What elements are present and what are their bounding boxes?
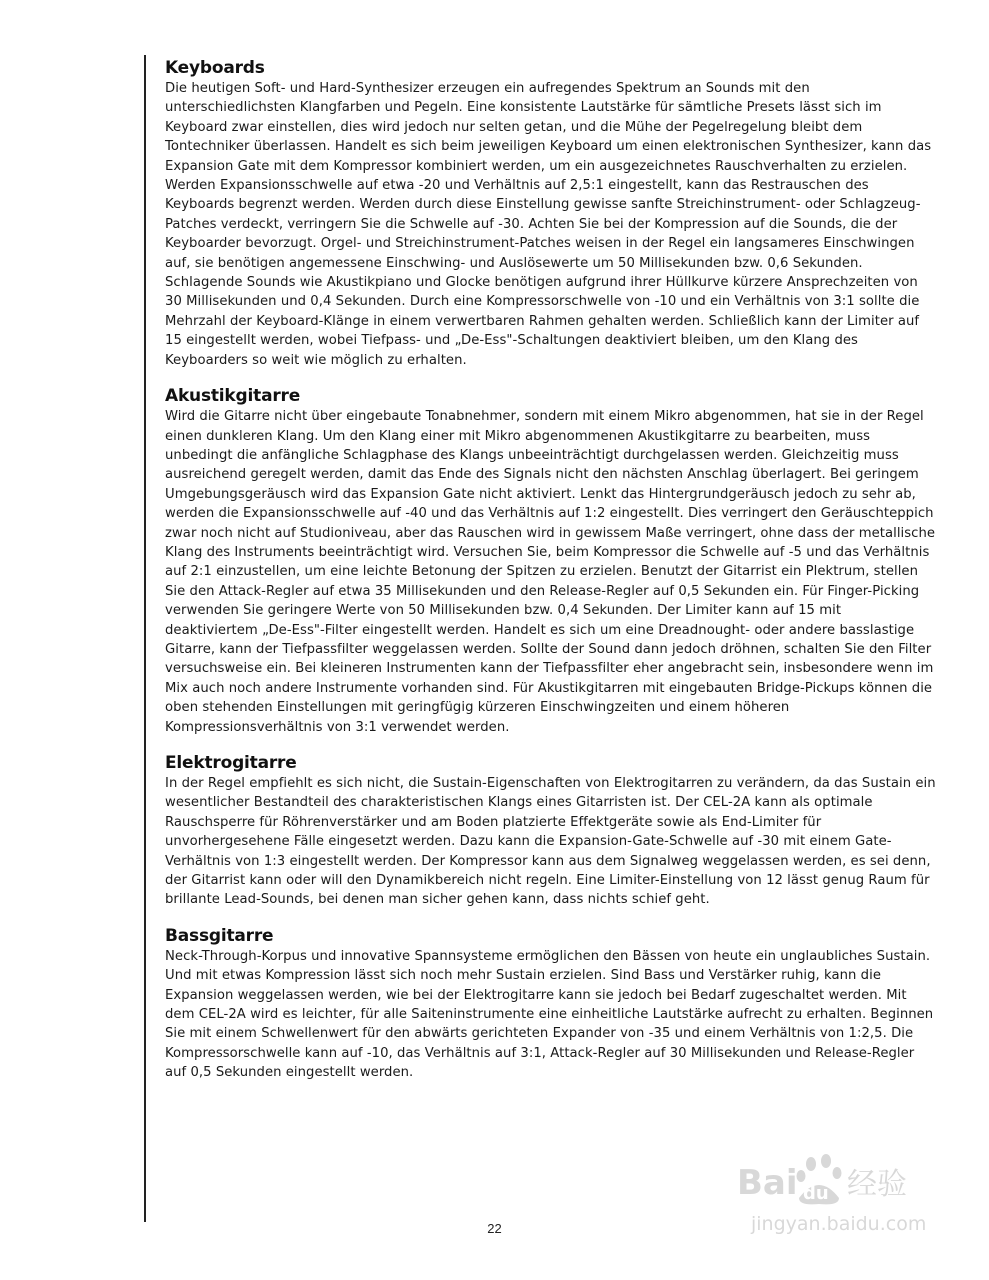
paw-logo-icon [729,1150,929,1240]
section-elektrogitarre [165,753,937,910]
section-title: Keyboards [165,58,265,78]
section-bassgitarre [165,926,937,1083]
section-title: Elektrogitarre [165,753,297,773]
document-content [165,58,937,1099]
section-title: Akustikgitarre [165,386,301,407]
section-keyboards [165,58,937,370]
section-body: Wird die Gitarre nicht über eingebaute Tonabnehmer, sondern mit einem Mikro abgenommen, hat sie in der Regel einen dunkleren Klang. Um den Klang einer mit Mikro abgenommenen Akustikgitarre zu bearbeiten, muss unbedingt die anfängliche Schlagphase des Klangs unbeeinträchtigt durchgelassen werden. Gleichzeitig muss ausreichend geregelt werden, damit das Ende des Signals nicht den nächsten Anschlag überlagert. Bei geringem Umgebungsgeräusch wird das Expansion Gate nicht aktiviert. Lenkt das Hintergrundgeräusch jedoch zu sehr ab, werden die Expansionsschwelle auf -40 und das Verhältnis auf 1:2 eingestellt. Dies verringert den Geräuschteppich zwar noch nicht auf Studioniveau, aber das Rauschen wird in gewissem Maße verringert, ohne dass der metallische Klang des Instruments beeinträchtigt wird. Versuchen Sie, beim Kompressor die Schwelle auf -5 und das Verhältnis auf 2:1 einzustellen, um eine leichte Betonung der Spitzen zu erzielen. Benutzt der Gitarrist ein Plektrum, stellen Sie den Attack-Regler auf etwa 35 Millisekunden und den Release-Regler auf 0,5 Sekunden ein. Für Finger-Picking verwenden Sie geringere Werte von 50 Millisekunden bzw. 0,4 Sekunden. Der Limiter kann auf 15 mit deaktiviertem „De-Ess"-Filter eingestellt werden. Handelt es sich um eine Dreadnought- oder andere basslastige Gitarre, kann der Tiefpassfilter weggelassen werden. Sollte der Sound dann jedoch dröhnen, schalten Sie den Filter versuchsweise ein. Bei kleineren Instrumenten kann der Tiefpassfilter eher angebracht sein, insbesondere wenn im Mix auch noch andere Instrumente vorhanden sind. Für Akustikgitarren mit eingebauten Bridge-Pickups können die oben stehenden Einstellungen mit geringfügig kürzeren Einschwingzeiten und einem höheren Kompressionsverhältnis von 3:1 verwendet werden. [165,409,936,735]
section-body: Neck-Through-Korpus und innovative Spannsysteme ermöglichen den Bässen von heute ein unglaubliches Sustain. Und mit etwas Kompression lässt sich noch mehr Sustain erzielen. Sind Bass und Verstärker ruhig, kann die Expansion weggelassen werden, wie bei der Elektrogitarre kann sie jedoch bei Bedarf zugeschaltet werden. Mit dem CEL-2A wird es leichter, für alle Saiteninstrumente eine einheitliche Lautstärke aufrecht zu erhalten. Beginnen Sie mit einem Schwellenwert für den abwärts gerichteten Expander von -35 und einem Verhältnis von 1:2,5. Die Kompressorschwelle kann auf -10, das Verhältnis auf 3:1, Attack-Regler auf 30 Millisekunden und Release-Regler auf 0,5 Sekunden eingestellt werden. [165,948,934,1081]
section-title: Bassgitarre [165,925,274,946]
section-body: Die heutigen Soft- und Hard-Synthesizer erzeugen ein aufregendes Spektrum an Sounds mit den unterschiedlichsten Klangfarben und Pegeln. Eine konsistente Lautstärke für sämtliche Presets lässt sich im Keyboard zwar einstellen, dies wird jedoch nur selten getan, und die Mühe der Pegelregelung bleibt dem Tontechniker überlassen. Handelt es sich beim jeweiligen Keyboard um einen elektronischen Synthesizer, kann das Expansion Gate mit dem Kompressor kombiniert werden, um ein ausgezeichnetes Rauschverhalten zu erzielen. Werden Expansionsschwelle auf etwa -20 und Verhältnis auf 2,5:1 eingestellt, kann das Restrauschen des Keyboards begrenzt werden. Werden durch diese Einstellung gewisse sanfte Streichinstrument- oder Schlagzeug-Patches verdeckt, verringern Sie die Schwelle auf -30. Achten Sie bei der Kompression auf die Sounds, die der Keyboarder bevorzugt. Orgel- und Streichinstrument-Patches weisen in der Regel ein langsameres Einschwingen auf, sie benötigen angemessene Einschwing- und Auslösewerte um 50 Millisekunden bzw. 0,6 Sekunden. Schlagende Sounds wie Akustikpiano und Glocke benötigen aufgrund ihrer Hüllkurve kürzere Ansprechzeiten von 30 Millisekunden und 0,4 Sekunden. Durch eine Kompressorschwelle von -10 und ein Verhältnis von 3:1 sollte die Mehrzahl der Keyboard-Klänge in einem verwertbaren Rahmen gehalten werden. Schließlich kann der Limiter auf 15 eingestellt werden, wobei Tiefpass- und „De-Ess"-Schaltungen deaktiviert bleiben, um den Klang des Keyboarders so weit wie möglich zu erhalten. [165,81,932,368]
svg-text:经验: 经验 [847,1167,907,1202]
svg-text:Bai: Bai [737,1163,798,1203]
svg-text:jingyan.baidu.com: jingyan.baidu.com [751,1213,927,1235]
svg-text:du: du [803,1183,829,1204]
section-akustikgitarre [165,386,937,737]
page-number: 22 [487,1221,502,1236]
section-body: In der Regel empfiehlt es sich nicht, die Sustain-Eigenschaften von Elektrogitarren zu verändern, da das Sustain ein wesentlicher Bestandteil des charakteristischen Klangs eines Gitarristen ist. Der CEL-2A kann als optimale Rauschsperre für Röhrenverstärker und am Boden platzierte Effektgeräte sowie als End-Limiter für unvorhergesehene Fälle eingesetzt werden. Dazu kann die Expansion-Gate-Schwelle auf -30 mit einem Gate-Verhältnis von 1:3 eingestellt werden. Der Kompressor kann aus dem Signalweg weggelassen werden, es sei denn, der Gitarrist kann oder will den Dynamikbereich nicht regeln. Eine Limiter-Einstellung von 12 lässt genug Raum für brillante Lead-Sounds, bei denen man sicher gehen kann, dass nichts schief geht. [165,776,936,908]
margin-rule [144,55,146,1222]
baidu-watermark-logo [729,1150,929,1240]
